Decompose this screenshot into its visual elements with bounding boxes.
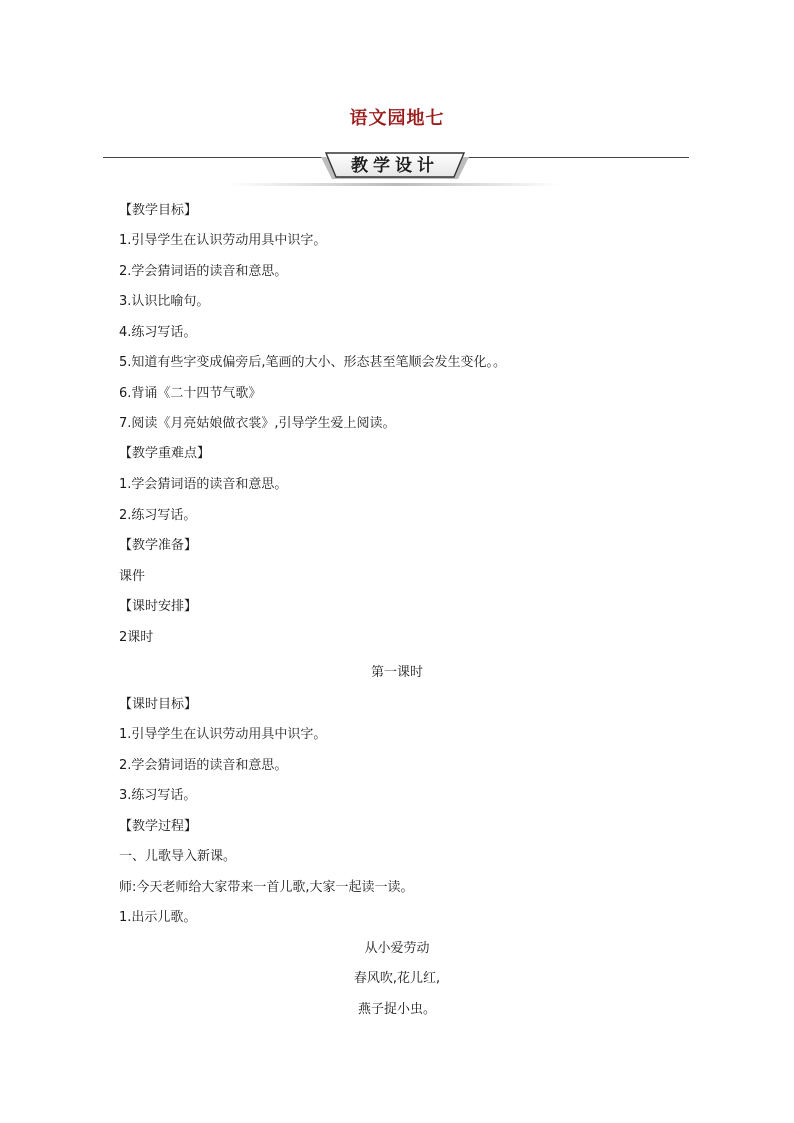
text-line: 一、儿歌导入新课。 xyxy=(119,849,237,864)
text-line: 5.知道有些字变成偏旁后,笔画的大小、形态甚至笔顺会发生变化。。 xyxy=(119,355,507,370)
text-line: 2.练习写话。 xyxy=(119,508,197,523)
banner-label: 教学设计 xyxy=(351,156,439,176)
text-line: 2.学会猜词语的读音和意思。 xyxy=(119,264,288,279)
text-line: 【课时目标】 xyxy=(119,697,198,712)
text-line: 1.出示儿歌。 xyxy=(119,910,197,925)
text-line: 2.学会猜词语的读音和意思。 xyxy=(119,758,288,773)
text-line: 【教学目标】 xyxy=(119,203,198,218)
text-line: 【教学准备】 xyxy=(119,538,198,553)
poem-line: 春风吹,花儿红, xyxy=(353,971,441,986)
text-line: 1.引导学生在认识劳动用具中识字。 xyxy=(119,727,327,742)
text-line: 7.阅读《月亮姑娘做衣裳》,引导学生爱上阅读。 xyxy=(119,416,396,431)
text-line: 3.练习写话。 xyxy=(119,788,197,803)
poem-title: 从小爱劳动 xyxy=(364,941,430,956)
text-line: 1.学会猜词语的读音和意思。 xyxy=(119,477,288,492)
text-line: 师:今天老师给大家带来一首儿歌,大家一起读一读。 xyxy=(119,880,414,895)
text-line: 课件 xyxy=(119,569,146,584)
text-line: 2课时 xyxy=(119,630,154,645)
text-line: 【教学过程】 xyxy=(119,819,198,834)
text-line: 【教学重难点】 xyxy=(119,446,211,461)
text-line: 6.背诵《二十四节气歌》 xyxy=(119,386,262,401)
poem-line: 燕子捉小虫。 xyxy=(357,1002,436,1017)
lesson-heading: 第一课时 xyxy=(370,665,423,680)
text-line: 1.引导学生在认识劳动用具中识字。 xyxy=(119,233,327,248)
text-line: 【课时安排】 xyxy=(119,599,198,614)
banner-shadow xyxy=(230,183,560,186)
text-line: 4.练习写话。 xyxy=(119,325,197,340)
document-title: 语文园地七 xyxy=(349,108,445,129)
text-line: 3.认识比喻句。 xyxy=(119,294,210,309)
section-banner xyxy=(320,151,470,181)
